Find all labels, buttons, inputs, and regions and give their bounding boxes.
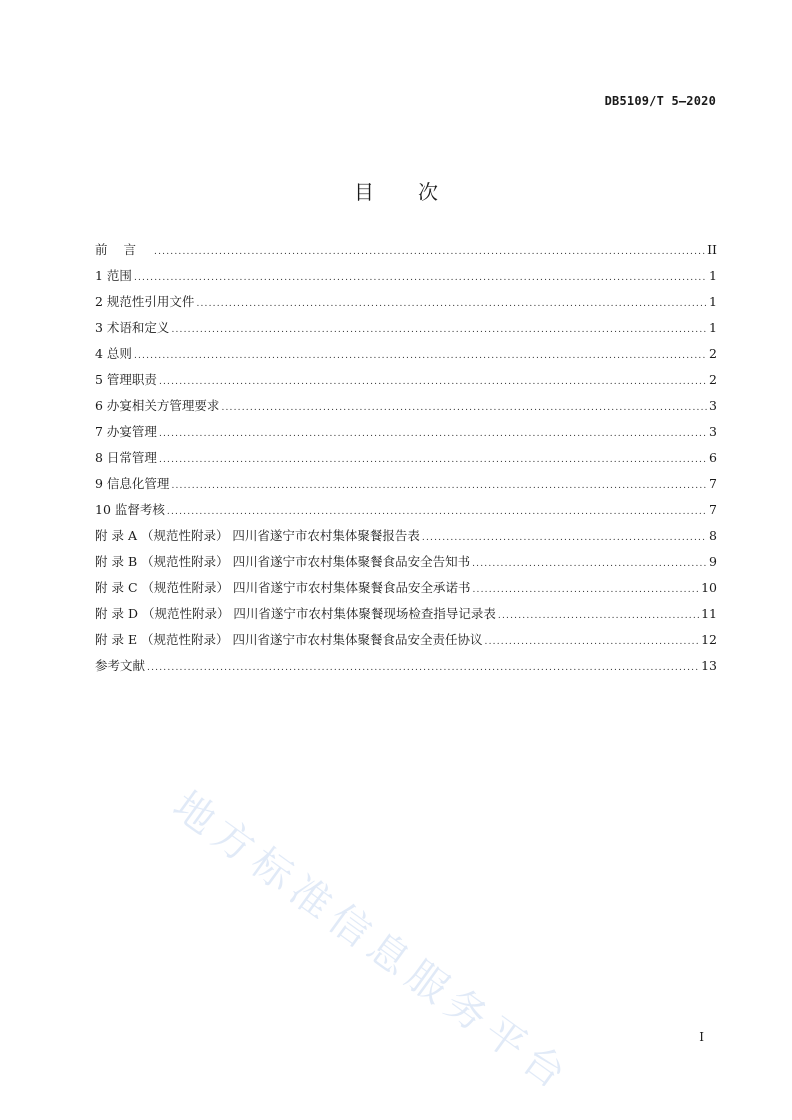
toc-leader-dots xyxy=(134,343,707,369)
toc-entry-terms-definitions[interactable] xyxy=(95,315,717,341)
page-title: 目次 xyxy=(354,180,482,204)
toc-entry-information-management[interactable] xyxy=(95,471,717,497)
toc-entry-label: 3 术语和定义 xyxy=(95,320,170,335)
toc-entry-page: 11 xyxy=(701,606,717,621)
toc-entry-page: 8 xyxy=(709,528,717,543)
toc-entry-page: 1 xyxy=(709,268,717,283)
toc-entry-supervision[interactable] xyxy=(95,497,717,523)
toc-leader-dots xyxy=(167,499,707,525)
toc-entry-page: 9 xyxy=(709,554,717,569)
toc-entry-label: 2 规范性引用文件 xyxy=(95,294,195,309)
toc-leader-dots xyxy=(159,369,707,395)
toc-entry-label: 6 办宴相关方管理要求 xyxy=(95,398,220,413)
toc-entry-label: 8 日常管理 xyxy=(95,450,157,465)
toc-leader-dots xyxy=(472,551,707,577)
toc-entry-general[interactable] xyxy=(95,341,717,367)
toc-entry-bibliography[interactable] xyxy=(95,653,717,679)
toc-entry-appendix-c[interactable] xyxy=(95,575,717,601)
toc-entry-label: 附 录 D （规范性附录） 四川省遂宁市农村集体聚餐现场检查指导记录表 xyxy=(95,606,496,621)
toc-leader-dots xyxy=(134,265,707,291)
toc-entry-party-requirements[interactable] xyxy=(95,393,717,419)
toc-entry-foreword[interactable] xyxy=(95,237,717,263)
toc-entry-label: 7 办宴管理 xyxy=(95,424,157,439)
toc-entry-banquet-management[interactable] xyxy=(95,419,717,445)
toc-entry-page: 2 xyxy=(709,372,717,387)
toc-leader-dots xyxy=(171,473,707,499)
document-code: DB5109/T 5—2020 xyxy=(604,94,716,108)
toc-leader-dots xyxy=(422,525,707,551)
toc-entry-label: 前言 xyxy=(95,242,153,257)
toc-entry-appendix-d[interactable] xyxy=(95,601,717,627)
toc-leader-dots xyxy=(221,395,707,421)
toc-leader-dots xyxy=(159,421,707,447)
toc-leader-dots xyxy=(485,629,700,655)
toc-entry-page: 7 xyxy=(709,476,717,491)
toc-entry-page: II xyxy=(707,242,717,257)
toc-entry-page: 1 xyxy=(709,294,717,309)
toc-entry-label: 1 范围 xyxy=(95,268,132,283)
toc-entry-daily-management[interactable] xyxy=(95,445,717,471)
toc-entry-page: 3 xyxy=(709,398,717,413)
toc-entry-page: 2 xyxy=(709,346,717,361)
page-number: I xyxy=(699,1030,704,1044)
table-of-contents xyxy=(95,237,717,679)
toc-entry-label: 4 总则 xyxy=(95,346,132,361)
toc-entry-label: 附 录 E （规范性附录） 四川省遂宁市农村集体聚餐食品安全责任协议 xyxy=(95,632,483,647)
toc-leader-dots xyxy=(498,603,699,629)
toc-leader-dots xyxy=(171,317,707,343)
toc-entry-page: 7 xyxy=(709,502,717,517)
toc-leader-dots xyxy=(154,239,705,265)
toc-entry-page: 3 xyxy=(709,424,717,439)
toc-entry-appendix-b[interactable] xyxy=(95,549,717,575)
toc-entry-label: 附 录 B （规范性附录） 四川省遂宁市农村集体聚餐食品安全告知书 xyxy=(95,554,471,569)
watermark: 地方标准信息服务平台 xyxy=(164,782,580,1103)
toc-entry-appendix-e[interactable] xyxy=(95,627,717,653)
toc-entry-label: 附 录 C （规范性附录） 四川省遂宁市农村集体聚餐食品安全承诺书 xyxy=(95,580,471,595)
toc-entry-appendix-a[interactable] xyxy=(95,523,717,549)
toc-entry-label: 9 信息化管理 xyxy=(95,476,170,491)
toc-entry-page: 13 xyxy=(701,658,717,673)
toc-leader-dots xyxy=(159,447,707,473)
toc-entry-page: 12 xyxy=(701,632,717,647)
toc-leader-dots xyxy=(147,655,699,681)
toc-entry-page: 6 xyxy=(709,450,717,465)
toc-entry-page: 10 xyxy=(701,580,717,595)
toc-entry-page: 1 xyxy=(709,320,717,335)
toc-entry-scope[interactable] xyxy=(95,263,717,289)
toc-leader-dots xyxy=(196,291,707,317)
toc-entry-label: 10 监督考核 xyxy=(95,502,165,517)
toc-entry-normative-references[interactable] xyxy=(95,289,717,315)
toc-leader-dots xyxy=(472,577,699,603)
toc-entry-label: 附 录 A （规范性附录） 四川省遂宁市农村集体聚餐报告表 xyxy=(95,528,420,543)
toc-entry-label: 参考文献 xyxy=(95,658,146,673)
toc-entry-responsibilities[interactable] xyxy=(95,367,717,393)
toc-entry-label: 5 管理职责 xyxy=(95,372,157,387)
